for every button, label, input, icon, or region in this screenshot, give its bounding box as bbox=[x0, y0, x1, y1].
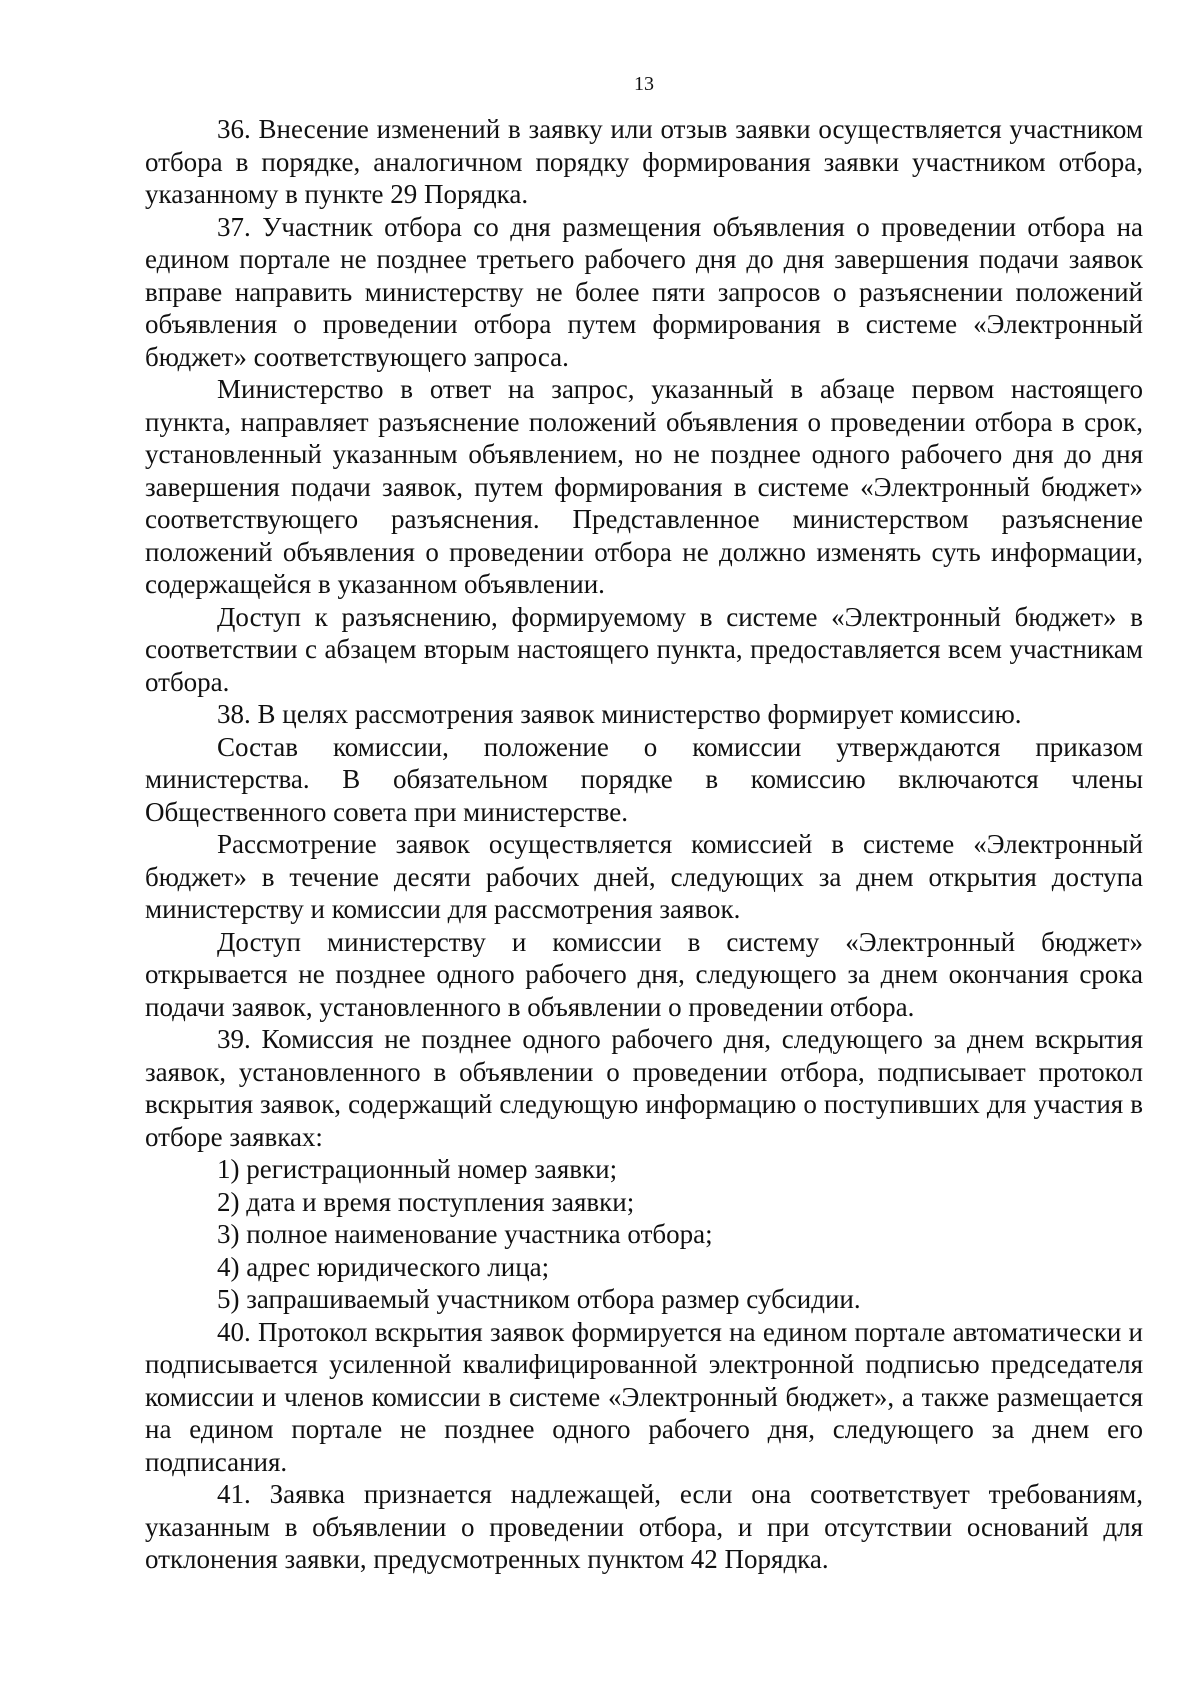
list-item: 3) полное наименование участника отбора; bbox=[217, 1219, 713, 1249]
paragraph-37-part-3: Доступ к разъяснению, формируемому в системе «Электронный бюджет» в соответствии с абзацем вторым настоящего пункта, предоставляется всем участникам отбора. bbox=[145, 601, 1143, 697]
list-item: 2) дата и время поступления заявки; bbox=[217, 1186, 635, 1217]
paragraph-38: 38. В целях рассмотрения заявок министерство формирует комиссию. bbox=[217, 699, 1022, 729]
paragraph-38-part-3: Рассмотрение заявок осуществляется комиссией в системе «Электронный бюджет» в течение десяти рабочих дней, следующих за днем открытия доступа министерству и комиссии для рассмотрения заявок. bbox=[145, 829, 1143, 924]
list-item: 4) адрес юридического лица; bbox=[217, 1251, 550, 1282]
paragraph-39: 39. Комиссия не позднее одного рабочего дня, следующего за днем вскрытия заявок, установленного в объявлении о проведении отбора, подписывает протокол вскрытия заявок, содержащий следующую информацию о поступивших для участия в отборе заявках: bbox=[145, 1024, 1143, 1152]
page-number: 13 bbox=[634, 73, 654, 95]
list-item: 1) регистрационный номер заявки; bbox=[217, 1154, 618, 1184]
paragraph-38-part-4: Доступ министерству и комиссии в систему «Электронный бюджет» открывается не позднее одного рабочего дня, следующего за днем окончания срока подачи заявок, установленного в объявлении о проведении отбора. bbox=[145, 926, 1143, 1022]
paragraph-41: 41. Заявка признается надлежащей, если она соответствует требованиям, указанным в объявлении о проведении отбора, и при отсутствии оснований для отклонения заявки, предусмотренных пунктом 42 Порядка. bbox=[145, 1479, 1143, 1574]
paragraph-38-part-2: Состав комиссии, положение о комиссии утверждаются приказом министерства. В обязательном порядке в комиссию включаются члены Общественного совета при министерстве. bbox=[145, 731, 1143, 827]
paragraph-37: 37. Участник отбора со дня размещения объявления о проведении отбора на едином портале не позднее третьего рабочего дня до дня завершения подачи заявок вправе направить министерству не более пяти запросов о разъяснении положений объявления о проведении отбора путем формирования в системе «Электронный бюджет» соответствующего запроса. bbox=[145, 211, 1143, 372]
document-body bbox=[145, 113, 1143, 1576]
paragraph-37-part-2: Министерство в ответ на запрос, указанный в абзаце первом настоящего пункта, направляет разъяснение положений объявления о проведении отбора в срок, установленный указанным объявлением, но не позднее одного рабочего дня до дня завершения подачи заявок, путем формирования в системе «Электронный бюджет» соответствующего разъяснения. Представленное министерством разъяснение положений объявления о проведении отбора не должно изменять суть информации, содержащейся в указанном объявлении. bbox=[145, 374, 1143, 599]
paragraph-36: 36. Внесение изменений в заявку или отзыв заявки осуществляется участником отбора в порядке, аналогичном порядку формирования заявки участником отбора, указанному в пункте 29 Порядка. bbox=[145, 114, 1143, 209]
paragraph-40: 40. Протокол вскрытия заявок формируется на едином портале автоматически и подписывается усиленной квалифицированной электронной подписью председателя комиссии и членов комиссии в системе «Электронный бюджет», а также размещается на едином портале не позднее одного рабочего дня, следующего за днем его подписания. bbox=[145, 1316, 1143, 1477]
list-item: 5) запрашиваемый участником отбора размер субсидии. bbox=[217, 1284, 861, 1314]
